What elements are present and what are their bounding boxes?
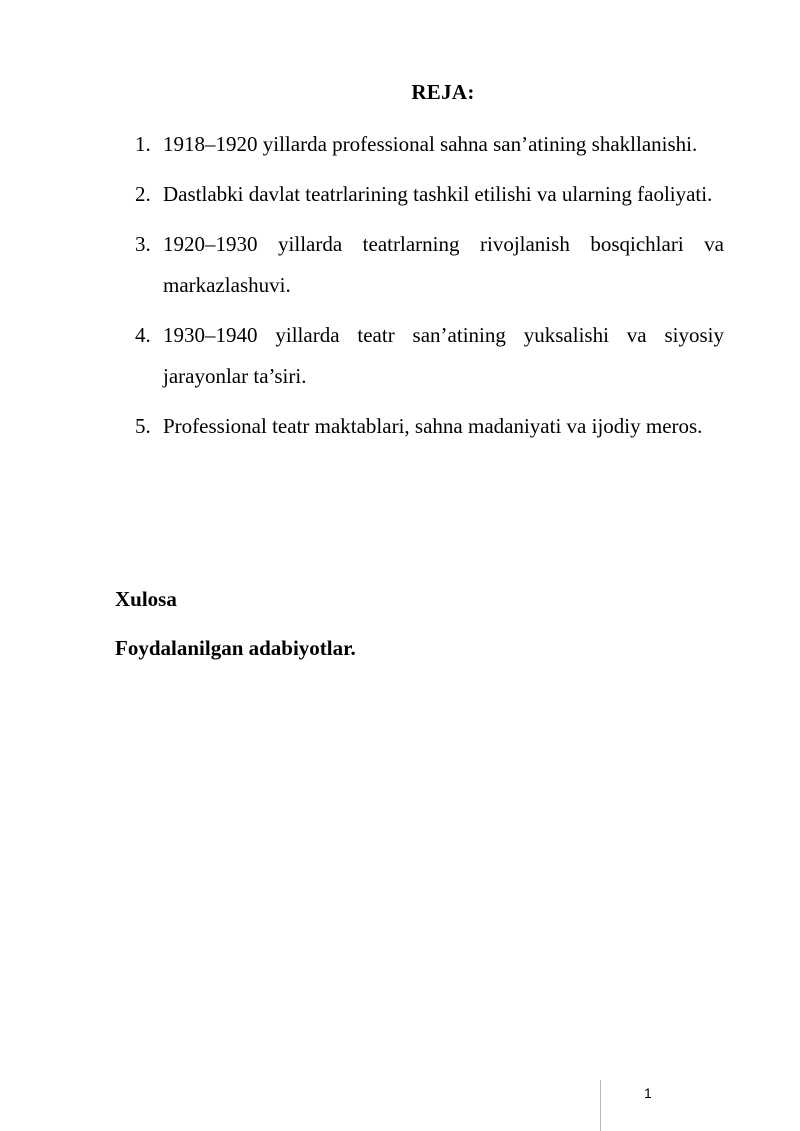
- plan-item-number: 4.: [135, 323, 151, 347]
- plan-item-text: 1918–1920 yillarda professional sahna san’atining shakllanishi.: [163, 132, 698, 156]
- plan-item-number: 5.: [135, 414, 151, 438]
- plan-list: [113, 124, 724, 456]
- page-number: 1: [644, 1085, 652, 1101]
- references-heading: Foydalanilgan adabiyotlar.: [115, 636, 356, 660]
- plan-item-text: 1920–1930 yillarda teatrlarning rivojlanish bosqichlari va markazlashuvi.: [163, 232, 724, 297]
- plan-item: [113, 174, 724, 215]
- plan-item: [113, 224, 724, 306]
- plan-item: [113, 406, 724, 447]
- plan-item: [113, 124, 724, 165]
- plan-item-number: 2.: [135, 182, 151, 206]
- plan-item-text: 1930–1940 yillarda teatr san’atining yuksalishi va siyosiy jarayonlar ta’siri.: [163, 323, 724, 388]
- plan-item: [113, 315, 724, 397]
- plan-item-text: Dastlabki davlat teatrlarining tashkil etilishi va ularning faoliyati.: [163, 182, 713, 206]
- plan-item-text: Professional teatr maktablari, sahna madaniyati va ijodiy meros.: [163, 414, 703, 438]
- plan-title: REJA:: [411, 80, 475, 104]
- footer-divider: [600, 1080, 601, 1131]
- plan-item-number: 1.: [135, 132, 151, 156]
- plan-item-number: 3.: [135, 232, 151, 256]
- conclusion-heading: Xulosa: [115, 587, 177, 611]
